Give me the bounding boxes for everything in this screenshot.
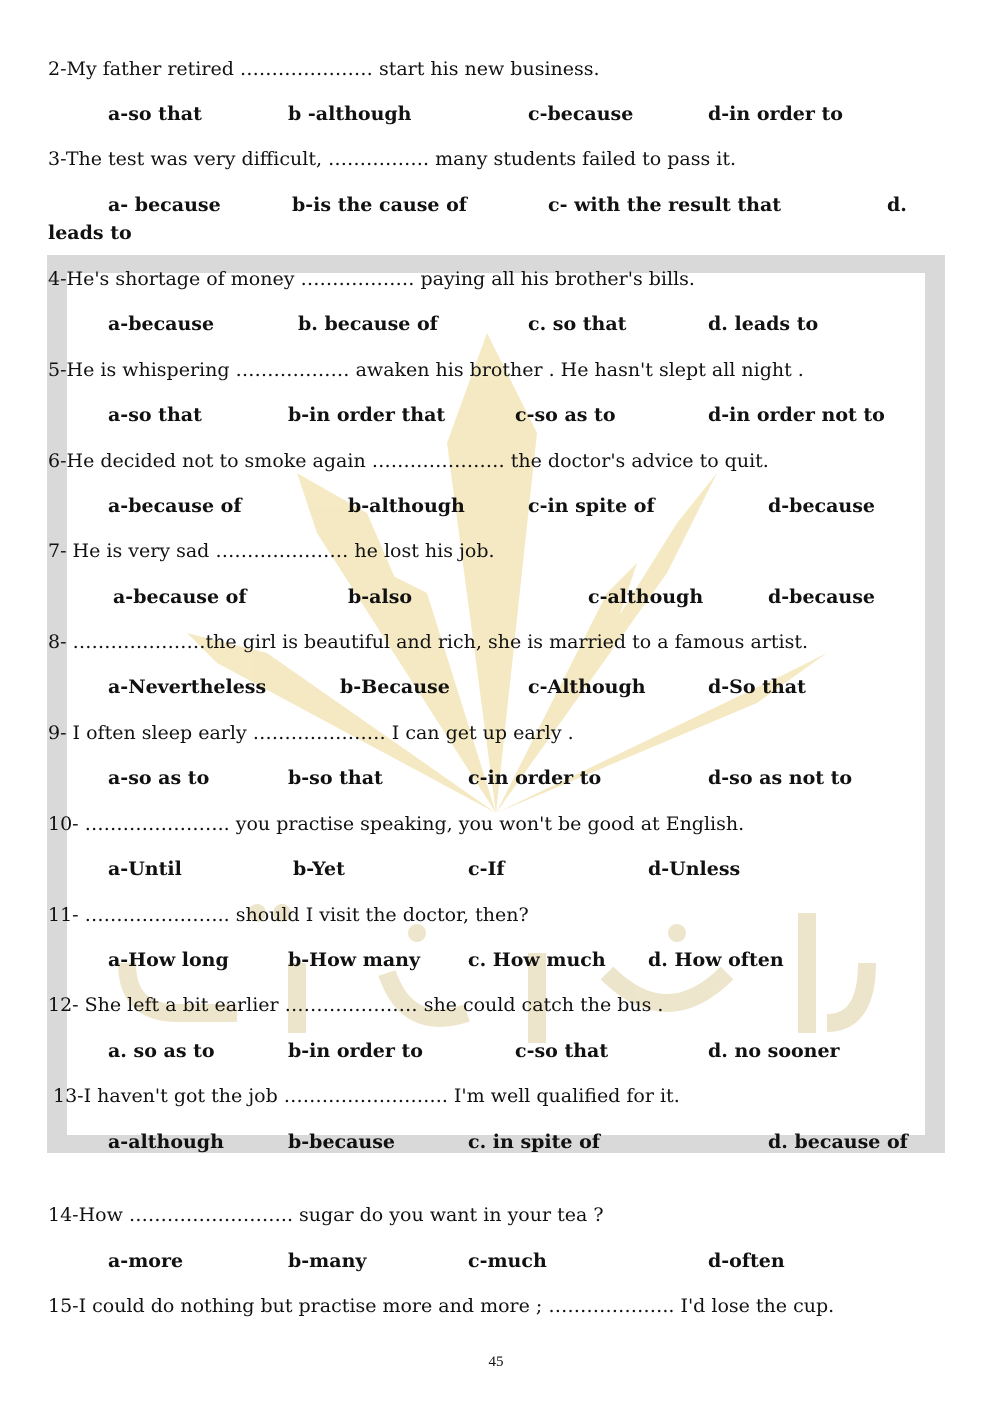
option-d: d-Unless xyxy=(648,858,741,880)
option-a: a-How long xyxy=(108,949,229,971)
question-15: 15-I could do nothing but practise more and more ; ……………….. I'd lose the cup. xyxy=(48,1295,835,1317)
page-number: 45 xyxy=(488,1354,504,1370)
option-d: d-often xyxy=(708,1250,785,1272)
option-b: b. because of xyxy=(298,313,438,335)
option-d: d. leads to xyxy=(708,313,819,335)
question-8: 8- …………………the girl is beautiful and rich, she is married to a famous artist. xyxy=(48,631,808,653)
option-c: c-although xyxy=(588,586,704,608)
question-12: 12- She left a bit earlier ………………… she could catch the bus . xyxy=(48,994,664,1016)
option-c: c-because xyxy=(528,103,634,125)
option-d: d. no sooner xyxy=(708,1040,840,1062)
option-d: d-in order not to xyxy=(708,404,885,426)
option-a: a-because of xyxy=(108,495,242,517)
question-4: 4-He's shortage of money ……………… paying all his brother's bills. xyxy=(48,268,695,290)
option-a: a- because xyxy=(108,194,221,216)
option-b: b-in order to xyxy=(288,1040,423,1062)
option-c: c-If xyxy=(468,858,505,880)
option-b: b-so that xyxy=(288,767,383,789)
option-c: c-so as to xyxy=(515,404,616,426)
option-a: a-more xyxy=(108,1250,184,1272)
option-b: b-also xyxy=(348,586,413,608)
question-2: 2-My father retired ………………… start his new business. xyxy=(48,58,600,80)
option-a: a-although xyxy=(108,1131,224,1153)
option-a: a-because xyxy=(108,313,215,335)
question-7: 7- He is very sad ………………… he lost his job. xyxy=(48,540,495,562)
option-b: b-How many xyxy=(288,949,421,971)
option-d-text: leads to xyxy=(48,222,132,244)
option-d-label: d. xyxy=(887,194,907,216)
option-a: a-so as to xyxy=(108,767,210,789)
option-d: d. How often xyxy=(648,949,784,971)
option-d: d-So that xyxy=(708,676,806,698)
option-a: a-Until xyxy=(108,858,182,880)
option-c: c. How much xyxy=(468,949,606,971)
option-c: c-in order to xyxy=(468,767,602,789)
watermark-frame xyxy=(47,255,945,1153)
option-b: b-in order that xyxy=(288,404,446,426)
option-b: b-many xyxy=(288,1250,367,1272)
option-c: c-in spite of xyxy=(528,495,655,517)
question-14: 14-How …………………….. sugar do you want in your tea ? xyxy=(48,1204,604,1226)
option-d: d-in order to xyxy=(708,103,843,125)
option-d: d. because of xyxy=(768,1131,908,1153)
option-a: a-because of xyxy=(113,586,247,608)
option-b: b-Because xyxy=(340,676,450,698)
option-b: b-although xyxy=(348,495,465,517)
option-c: c. so that xyxy=(528,313,627,335)
option-b: b -although xyxy=(288,103,412,125)
question-3: 3-The test was very difficult, ……………. many students failed to pass it. xyxy=(48,148,737,170)
option-d: d-because xyxy=(768,586,876,608)
question-5: 5-He is whispering ……………… awaken his brother . He hasn't slept all night . xyxy=(48,359,804,381)
option-c: c-much xyxy=(468,1250,547,1272)
option-a: a-so that xyxy=(108,103,202,125)
question-10: 10- ………………….. you practise speaking, you won't be good at English. xyxy=(48,813,745,835)
question-9: 9- I often sleep early ………………… I can get up early . xyxy=(48,722,574,744)
question-13: 13-I haven't got the job …………………….. I'm well qualified for it. xyxy=(53,1085,680,1107)
option-a: a-so that xyxy=(108,404,202,426)
question-6: 6-He decided not to smoke again ………………… the doctor's advice to quit. xyxy=(48,450,769,472)
option-d: d-because xyxy=(768,495,876,517)
option-c: c- with the result that xyxy=(548,194,782,216)
option-b: b-is the cause of xyxy=(292,194,467,216)
option-d: d-so as not to xyxy=(708,767,853,789)
option-a: a. so as to xyxy=(108,1040,215,1062)
option-c: c-Although xyxy=(528,676,646,698)
option-a: a-Nevertheless xyxy=(108,676,267,698)
option-c: c. in spite of xyxy=(468,1131,600,1153)
question-11: 11- ………………….. should I visit the doctor, then? xyxy=(48,904,529,926)
option-b: b-Yet xyxy=(293,858,345,880)
option-b: b-because xyxy=(288,1131,396,1153)
option-c: c-so that xyxy=(515,1040,609,1062)
